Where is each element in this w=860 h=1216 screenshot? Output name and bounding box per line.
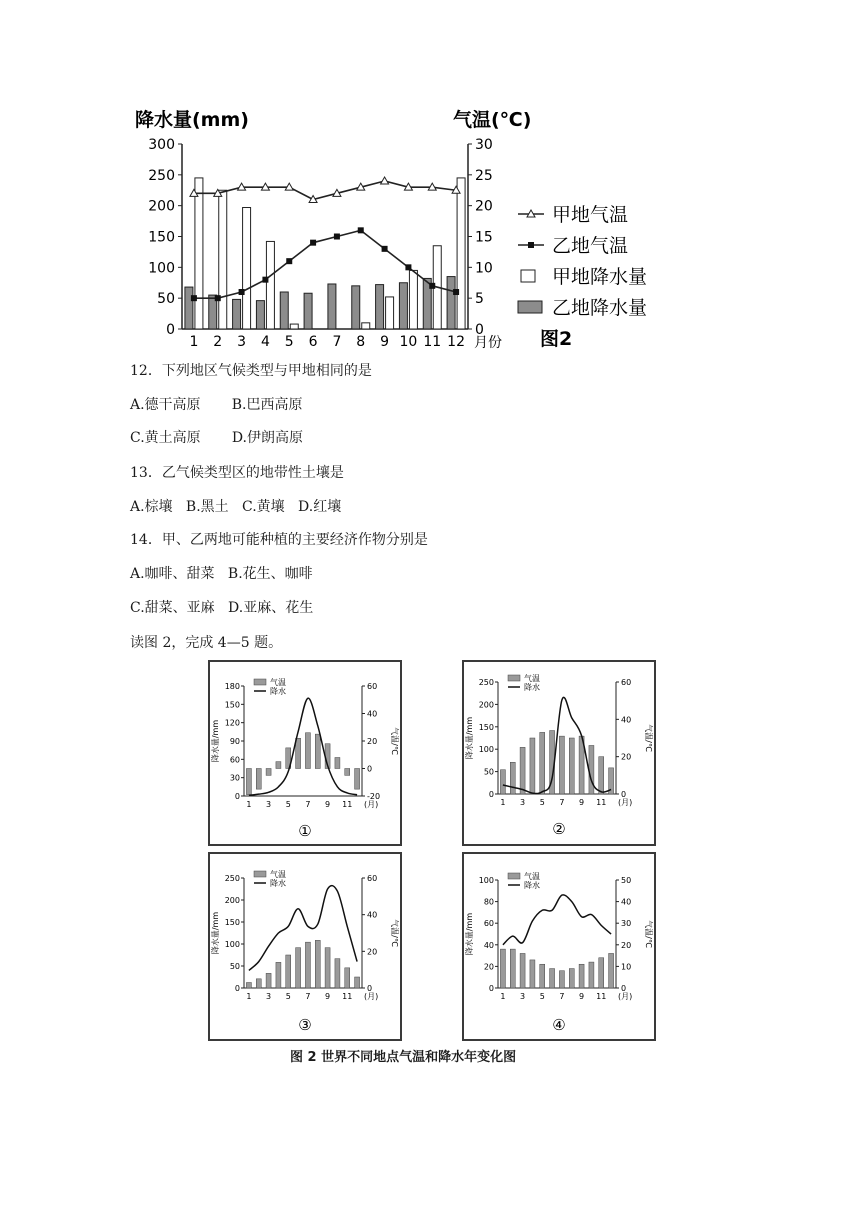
legend-temperature-swatch xyxy=(254,871,266,877)
x-tick-label: 1 xyxy=(189,334,199,350)
right-axis-title: 气温/℃ xyxy=(644,920,653,948)
x-unit-label: (月) xyxy=(364,800,379,809)
temperature-bar xyxy=(276,762,281,769)
climate-panel-4 xyxy=(462,852,656,1041)
temperature-bar xyxy=(325,948,330,988)
legend-jia-precip-swatch xyxy=(521,270,535,282)
bar-jia-precip xyxy=(457,178,465,329)
left-tick-label: 0 xyxy=(488,790,494,799)
x-tick-label: 11 xyxy=(596,992,607,1001)
right-tick-label: 0 xyxy=(367,984,373,993)
bar-jia-precip xyxy=(266,241,274,329)
x-tick-label: 10 xyxy=(399,334,418,350)
right-tick-label: 20 xyxy=(621,940,632,950)
temperature-bar xyxy=(599,958,604,988)
temperature-bar xyxy=(540,732,545,794)
right-tick-label: 20 xyxy=(367,737,378,746)
temperature-bar xyxy=(276,962,281,988)
temperature-bar xyxy=(345,968,350,988)
legend-yi-precip-swatch xyxy=(518,301,542,313)
left-axis-title: 降水量(mm) xyxy=(135,109,249,131)
climate-panel-1 xyxy=(208,660,402,846)
x-tick-label: 3 xyxy=(520,992,526,1001)
temperature-bar xyxy=(510,762,515,794)
left-tick-label: 120 xyxy=(224,718,240,728)
question-12-options-cd: C.黄土高原 D.伊朗高原 xyxy=(130,430,303,446)
x-tick-label: 3 xyxy=(520,798,526,807)
point-jia-temp xyxy=(381,177,389,184)
right-tick-label: 40 xyxy=(621,715,632,725)
left-tick-label: 200 xyxy=(478,700,494,710)
temperature-bar xyxy=(530,738,535,794)
temperature-bar xyxy=(559,971,564,988)
right-tick-label: 0 xyxy=(621,790,627,799)
temperature-bar xyxy=(530,960,535,988)
temperature-bar xyxy=(355,769,360,790)
temperature-bar xyxy=(559,736,564,794)
right-tick-label: 40 xyxy=(367,709,378,719)
panel-label: ④ xyxy=(552,1016,566,1034)
temperature-bar xyxy=(305,942,310,988)
x-tick-label: 1 xyxy=(246,800,252,809)
figure-instruction: 读图 2，完成 4—5 题。 xyxy=(130,635,283,651)
point-yi-temp xyxy=(310,240,316,246)
left-tick-label: 0 xyxy=(234,792,240,801)
question-12-options-ab: A.德干高原 B.巴西高原 xyxy=(130,397,303,413)
x-tick-label: 3 xyxy=(266,800,272,809)
climate-panel-3 xyxy=(208,852,402,1041)
x-tick-label: 7 xyxy=(305,992,311,1001)
legend-yi-temp-label: 乙地气温 xyxy=(552,235,629,257)
left-tick-label: 80 xyxy=(483,897,494,907)
climate-chart-3 xyxy=(210,854,400,1039)
legend-jia-temp-label: 甲地气温 xyxy=(552,204,629,226)
left-tick-label: 0 xyxy=(166,322,175,338)
legend-temperature-label: 气温 xyxy=(524,674,540,683)
right-tick-label: 10 xyxy=(621,962,632,972)
point-yi-temp xyxy=(215,295,221,301)
left-tick-label: 50 xyxy=(229,962,240,971)
panel-label: ② xyxy=(552,820,566,838)
left-tick-label: 200 xyxy=(224,896,240,905)
climate-chart-4 xyxy=(464,854,654,1039)
x-tick-label: 1 xyxy=(500,798,506,807)
temperature-bar xyxy=(256,979,261,988)
point-yi-temp xyxy=(405,264,411,270)
bar-jia-precip xyxy=(290,324,298,329)
left-tick-label: 300 xyxy=(148,137,175,153)
x-tick-label: 9 xyxy=(325,800,331,809)
figure-caption: 图 2 世界不同地点气温和降水年变化图 xyxy=(290,1050,517,1065)
right-tick-label: 50 xyxy=(621,876,632,885)
left-tick-label: 0 xyxy=(488,984,494,993)
x-tick-label: 11 xyxy=(342,992,353,1001)
temperature-bar xyxy=(266,769,271,776)
point-yi-temp xyxy=(429,283,435,289)
left-axis-title: 降水量/mm xyxy=(211,911,220,955)
point-yi-temp xyxy=(382,246,388,252)
bar-yi-precip xyxy=(304,293,312,329)
left-tick-label: 150 xyxy=(478,722,494,732)
temperature-bar xyxy=(315,940,320,988)
temperature-bar xyxy=(246,769,251,795)
figure-label: 图2 xyxy=(540,328,573,350)
x-tick-label: 6 xyxy=(308,334,318,350)
left-tick-label: 250 xyxy=(148,167,175,184)
left-tick-label: 100 xyxy=(478,876,494,885)
x-tick-label: 3 xyxy=(266,992,272,1001)
bar-yi-precip xyxy=(280,292,288,329)
left-tick-label: 150 xyxy=(224,700,240,710)
precipitation-curve xyxy=(249,886,357,971)
legend-temperature-label: 气温 xyxy=(524,872,540,881)
x-tick-label: 1 xyxy=(500,992,506,1001)
temperature-bar xyxy=(589,962,594,988)
precipitation-curve xyxy=(503,697,611,793)
bar-yi-precip xyxy=(376,285,384,329)
right-tick-label: 20 xyxy=(621,752,632,762)
left-tick-label: 250 xyxy=(224,874,240,883)
precipitation-curve xyxy=(249,698,357,795)
x-tick-label: 9 xyxy=(325,992,331,1001)
right-tick-label: 60 xyxy=(367,874,378,883)
temperature-bar xyxy=(609,953,614,988)
bar-yi-precip xyxy=(352,286,360,329)
climate-panel-2 xyxy=(462,660,656,846)
x-tick-label: 7 xyxy=(305,800,311,809)
left-tick-label: 20 xyxy=(483,962,494,972)
panel-label: ① xyxy=(298,822,312,840)
right-tick-label: 0 xyxy=(475,322,484,338)
temperature-bar xyxy=(296,738,301,768)
left-axis-title: 降水量/mm xyxy=(211,719,220,763)
temperature-bar xyxy=(246,983,251,989)
point-yi-temp xyxy=(239,289,245,295)
temperature-bar xyxy=(599,757,604,794)
left-tick-label: 100 xyxy=(224,940,240,949)
right-tick-label: 30 xyxy=(621,919,632,929)
point-yi-temp xyxy=(262,277,268,283)
bar-yi-precip xyxy=(256,301,264,329)
right-tick-label: 20 xyxy=(475,198,493,215)
bar-yi-precip xyxy=(233,299,241,329)
point-yi-temp xyxy=(191,295,197,301)
x-tick-label: 8 xyxy=(356,334,366,350)
temperature-bar xyxy=(540,964,545,988)
temperature-bar xyxy=(345,769,350,776)
legend-jia-precip-label: 甲地降水量 xyxy=(552,266,648,288)
temperature-bar xyxy=(286,955,291,988)
x-tick-label: 12 xyxy=(447,334,465,350)
right-tick-label: 15 xyxy=(475,229,493,246)
x-tick-label: 5 xyxy=(285,800,291,809)
right-tick-label: 10 xyxy=(475,260,493,277)
right-axis-title: 气温/℃ xyxy=(390,727,399,755)
right-axis-title: 气温(℃) xyxy=(453,109,532,131)
right-tick-label: 60 xyxy=(621,678,632,687)
left-tick-label: 250 xyxy=(478,678,494,687)
temperature-bar xyxy=(569,969,574,988)
right-tick-label: 25 xyxy=(475,167,493,184)
x-tick-label: 7 xyxy=(332,334,342,350)
legend-temperature-swatch xyxy=(508,675,520,681)
left-tick-label: 150 xyxy=(148,229,175,246)
temperature-bar xyxy=(315,734,320,768)
question-14-options-ab: A.咖啡、甜菜 B.花生、咖啡 xyxy=(130,566,313,582)
temperature-bar xyxy=(335,959,340,988)
legend-yi-precip-label: 乙地降水量 xyxy=(552,297,648,319)
temperature-bar xyxy=(355,977,360,988)
right-axis-title: 气温/℃ xyxy=(644,724,653,752)
legend-precipitation-label: 降水 xyxy=(524,683,540,692)
right-axis-title: 气温/℃ xyxy=(390,919,399,947)
bar-jia-precip xyxy=(243,208,251,329)
x-tick-label: 7 xyxy=(559,992,565,1001)
left-tick-label: 0 xyxy=(234,984,240,993)
temperature-bar xyxy=(305,733,310,769)
temperature-bar xyxy=(569,738,574,794)
temperature-bar xyxy=(500,770,505,794)
left-tick-label: 50 xyxy=(483,767,494,777)
right-tick-label: -20 xyxy=(367,792,381,801)
right-tick-label: 30 xyxy=(475,137,493,153)
temperature-bar xyxy=(550,969,555,988)
point-yi-temp xyxy=(286,258,292,264)
precipitation-curve xyxy=(503,895,611,945)
x-axis-title: 月份 xyxy=(474,335,502,351)
temperature-bar xyxy=(589,745,594,794)
x-tick-label: 9 xyxy=(380,334,390,350)
left-tick-label: 60 xyxy=(229,755,240,765)
x-tick-label: 11 xyxy=(342,800,353,809)
left-tick-label: 90 xyxy=(229,737,240,746)
bar-jia-precip xyxy=(219,190,227,329)
line-jia-temp xyxy=(194,181,456,200)
climate-chart-2 xyxy=(464,662,654,844)
temperature-bar xyxy=(500,949,505,988)
left-tick-label: 100 xyxy=(478,745,494,755)
right-tick-label: 60 xyxy=(367,682,378,691)
x-unit-label: (月) xyxy=(618,992,633,1001)
point-yi-temp xyxy=(334,234,340,240)
climate-chart-jia-yi xyxy=(120,96,680,356)
bar-yi-precip xyxy=(328,284,336,329)
left-axis-title: 降水量/mm xyxy=(465,912,474,956)
left-tick-label: 100 xyxy=(148,260,175,277)
bar-yi-precip xyxy=(447,277,455,329)
legend-temperature-swatch xyxy=(508,873,520,879)
legend-temperature-label: 气温 xyxy=(270,678,286,687)
x-tick-label: 4 xyxy=(260,334,270,350)
right-tick-label: 20 xyxy=(367,947,378,957)
temperature-bar xyxy=(296,948,301,988)
x-tick-label: 5 xyxy=(539,992,545,1001)
left-tick-label: 30 xyxy=(229,773,240,783)
bar-jia-precip xyxy=(362,323,370,329)
panel-label: ③ xyxy=(298,1016,312,1034)
legend-temperature-swatch xyxy=(254,679,266,685)
point-yi-temp xyxy=(453,289,459,295)
x-tick-label: 11 xyxy=(423,334,442,350)
x-tick-label: 5 xyxy=(539,798,545,807)
right-tick-label: 40 xyxy=(621,897,632,907)
x-unit-label: (月) xyxy=(618,798,633,807)
temperature-bar xyxy=(579,964,584,988)
x-tick-label: 11 xyxy=(596,798,607,807)
left-tick-label: 60 xyxy=(483,919,494,929)
right-tick-label: 0 xyxy=(621,984,627,993)
right-tick-label: 0 xyxy=(367,764,373,774)
question-13: 13．乙气候类型区的地带性土壤是 xyxy=(130,465,344,481)
question-13-options: A.棕壤 B.黑土 C.黄壤 D.红壤 xyxy=(130,499,342,515)
bar-jia-precip xyxy=(195,178,203,329)
question-12: 12．下列地区气候类型与甲地相同的是 xyxy=(130,363,372,379)
question-14-options-cd: C.甜菜、亚麻 D.亚麻、花生 xyxy=(130,600,314,616)
x-tick-label: 5 xyxy=(285,992,291,1001)
x-tick-label: 9 xyxy=(579,992,585,1001)
legend-precipitation-label: 降水 xyxy=(270,687,286,696)
bar-jia-precip xyxy=(409,270,417,329)
left-tick-label: 150 xyxy=(224,918,240,927)
bar-jia-precip xyxy=(386,297,394,329)
left-tick-label: 40 xyxy=(483,940,494,950)
temperature-bar xyxy=(520,953,525,988)
x-tick-label: 7 xyxy=(559,798,565,807)
left-axis-title: 降水量/mm xyxy=(465,716,474,760)
bar-yi-precip xyxy=(185,287,193,329)
right-tick-label: 5 xyxy=(475,291,484,308)
right-tick-label: 40 xyxy=(367,910,378,920)
left-tick-label: 50 xyxy=(157,291,175,308)
x-tick-label: 3 xyxy=(237,334,247,350)
legend-precipitation-label: 降水 xyxy=(270,879,286,888)
temperature-bar xyxy=(256,769,261,790)
temperature-bar xyxy=(520,747,525,794)
temperature-bar xyxy=(510,949,515,988)
point-yi-temp xyxy=(358,227,364,233)
left-tick-label: 200 xyxy=(148,198,175,215)
bar-yi-precip xyxy=(399,283,407,329)
left-tick-label: 180 xyxy=(224,682,240,691)
x-tick-label: 2 xyxy=(213,334,223,350)
legend-temperature-label: 气温 xyxy=(270,870,286,879)
temperature-bar xyxy=(335,758,340,769)
x-unit-label: (月) xyxy=(364,992,379,1001)
legend-yi-temp-marker xyxy=(528,242,534,248)
x-tick-label: 5 xyxy=(284,334,294,350)
legend-precipitation-label: 降水 xyxy=(524,881,540,890)
x-tick-label: 1 xyxy=(246,992,252,1001)
question-14: 14．甲、乙两地可能种植的主要经济作物分别是 xyxy=(130,532,428,548)
x-tick-label: 9 xyxy=(579,798,585,807)
temperature-bar xyxy=(266,973,271,988)
climate-chart-1 xyxy=(210,662,400,844)
